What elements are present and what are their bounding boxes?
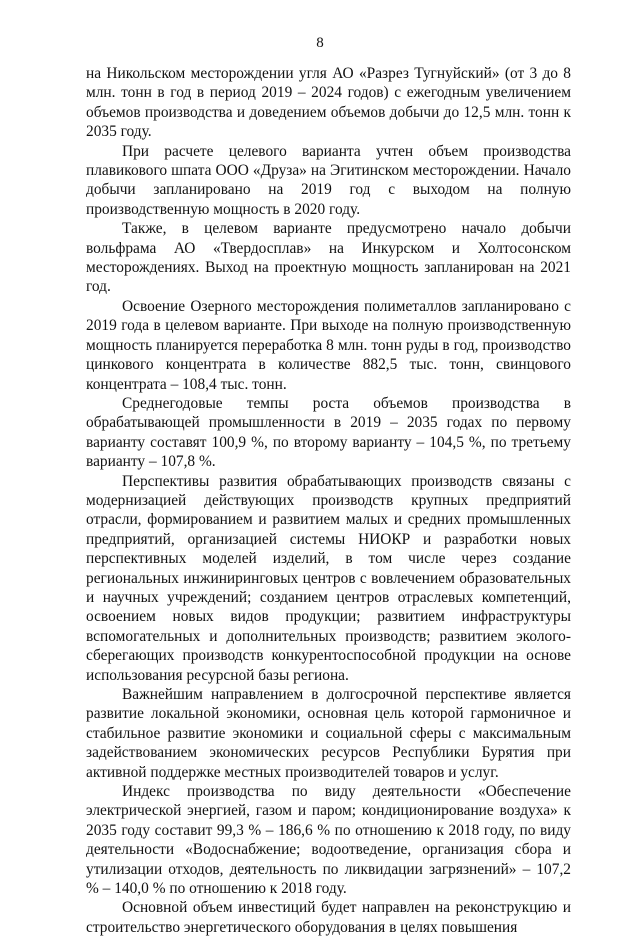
paragraph-ozernoye: Освоение Озерного месторождения полиметаллов запланировано с 2019 года в целевом варианте. При выходе на полную производственную мощность планируется переработка 8 млн. тонн руды в год, производство цинкового концентрата в количестве 882,5 тыс. тонн, свинцового концентрата – 108,4 тыс. тонн. bbox=[86, 297, 571, 393]
paragraph-fluorspar: При расчете целевого варианта учтен объем производства плавикового шпата ООО «Друза» на Эгитинском месторождении. Начало добычи запланировано на 2019 год с выходом на полную производственную мощность в 2020 году. bbox=[86, 142, 571, 218]
paragraph-local-economy: Важнейшим направлением в долгосрочной перспективе является развитие локальной экономики, основная цель которой гармоничное и стабильное развитие экономики и социальной сферы с максимальным задействованием экономических ресурсов Республики Бурятия при активной поддержке местных производителей товаров и услуг. bbox=[86, 686, 571, 781]
paragraph-production-index: Индекс производства по виду деятельности «Обеспечение электрической энергией, газом и паром; кондиционирование воздуха» к 2035 году составит 99,3 % – 186,6 % по отношению к 2018 году, по виду деятельности «Водоснабжение; водоотведение, организация сбора и утилизации отходов, деятельность по ликвидации загрязнений» – 107,2 % – 140,0 % по отношению к 2018 году. bbox=[86, 783, 571, 898]
paragraph-manufacturing-growth: Среднегодовые темпы роста объемов производства в обрабатывающей промышленности в 2019 – 2035 годах по первому варианту составят 100,9 %, по второму варианту – 104,5 %, по третьему варианту – 107,8 %. bbox=[86, 394, 571, 471]
paragraph-investment: Основной объем инвестиций будет направлен на реконструкцию и строительство энергетического оборудования в целях повышения bbox=[86, 899, 571, 936]
paragraph-continuation: на Никольском месторождении угля АО «Разрез Тугнуйский» (от 3 до 8 млн. тонн в год в период 2019 – 2024 годов) с ежегодным увеличением объемов производства и доведением объемов добычи до 12,5 млн. тонн к 2035 году. bbox=[86, 65, 571, 141]
paragraph-manufacturing-prospects: Перспективы развития обрабатывающих производств связаны с модернизацией действующих производств крупных предприятий отрасли, формированием и развитием малых и средних промышленных предприятий, организацией системы НИОКР и разработки новых перспективных моделей изделий, в том числе через создание региональных инжиниринговых центров с вовлечением образовательных и научных учреждений; созданием центров отраслевых компетенций, освоением новых видов продукции; развитием инфраструктуры вспомогательных и дополнительных производств; развитием эколого-сберегающих производств конкурентоспособной продукции на основе использования ресурсной базы региона. bbox=[86, 472, 571, 684]
paragraph-tungsten: Также, в целевом варианте предусмотрено начало добычи вольфрама АО «Твердосплав» на Инкурском и Холтосонском месторождениях. Выход на проектную мощность запланирован на 2021 год. bbox=[86, 220, 571, 296]
document-body bbox=[86, 64, 571, 937]
page-number: 8 bbox=[316, 35, 324, 51]
